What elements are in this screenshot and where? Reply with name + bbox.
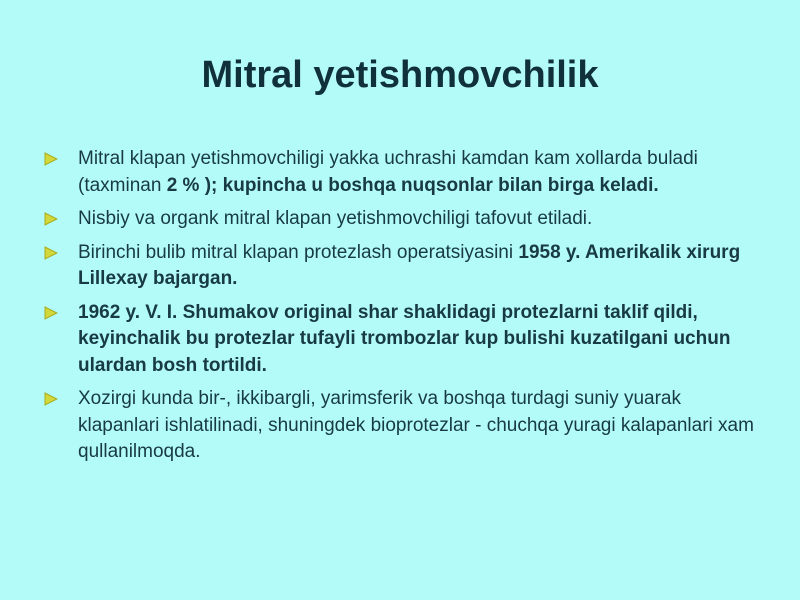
bullet-text-1a: Mitral klapan yetishmovchiligi yakka uchrashi kamdan kam xollarda buladi (taxminan [78, 148, 698, 196]
bullet-item-4 [44, 300, 764, 380]
triangle-bullet-icon [44, 306, 58, 320]
bullet-text-1b: 2 % ); kupincha u boshqa nuqsonlar bilan birga keladi. [166, 174, 659, 196]
slide-title: Mitral yetishmovchilik [201, 54, 599, 96]
bullet-text-3b: 1958 y. Amerikalik xirurg Lillexay bajargan. [78, 241, 741, 289]
bullet-list [44, 146, 764, 473]
bullet-text-2: Nisbiy va organk mitral klapan yetishmovchiligi tafovut etiladi. [78, 208, 593, 229]
bullet-item-3 [44, 240, 764, 293]
triangle-bullet-icon [44, 392, 58, 406]
bullet-item-1 [44, 146, 764, 199]
bullet-item-2 [44, 206, 764, 233]
triangle-bullet-icon [44, 152, 58, 166]
triangle-bullet-icon [44, 212, 58, 226]
bullet-text-5: Xozirgi kunda bir-, ikkibargli, yarimsferik va boshqa turdagi suniy yuarak klapanlari ishlatilinadi, shuningdek bioprotezlar - chuchqa yuragi kalapanlari xam qullanilmoqda. [78, 388, 754, 462]
bullet-text-4: 1962 y. V. I. Shumakov original shar shaklidagi protezlarni taklif qildi, keyinchalik bu protezlar tufayli trombozlar kup bulishi kuzatilgani uchun ulardan bosh tortildi. [78, 301, 731, 376]
triangle-bullet-icon [44, 246, 58, 260]
bullet-item-5 [44, 386, 764, 466]
bullet-text-3a: Birinchi bulib mitral klapan protezlash operatsiyasini [78, 241, 519, 263]
